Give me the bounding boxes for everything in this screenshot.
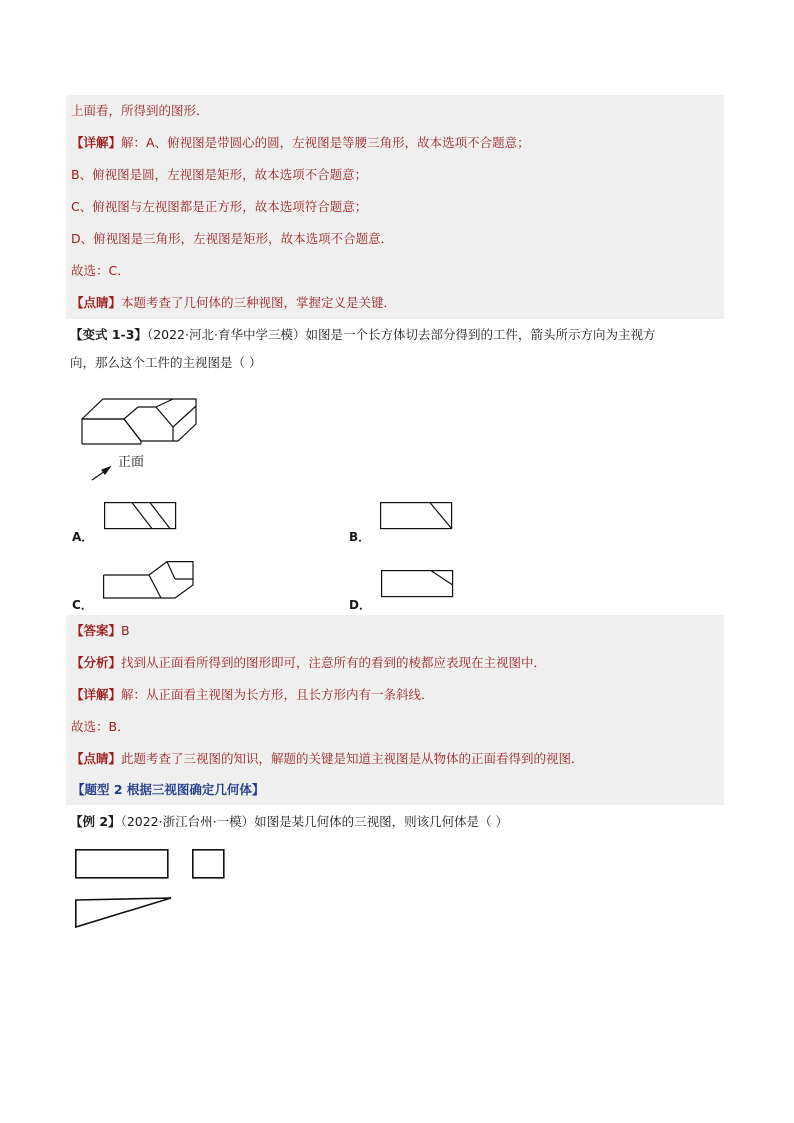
comment-line: 【点睛】此题考查了三视图的知识，解题的关键是知道主视图是从物体的正面看得到的视图． bbox=[71, 751, 584, 766]
solution-option-d: D、俯视图是三角形，左视图是矩形，故本选项不合题意． bbox=[71, 231, 394, 246]
option-a-figure bbox=[104, 502, 177, 530]
answer-line: 【答案】B bbox=[71, 623, 130, 638]
question-variant-1-3: 【变式 1-3】（2022·河北·育华中学三模）如图是一个长方体切去部分得到的工件，箭头所示方向为主视方 向，那么这个工件的主视图是（ ） bbox=[70, 327, 656, 370]
choice-line: 故选：B． bbox=[71, 719, 130, 734]
solution-continuation: 上面看，所得到的图形． bbox=[71, 103, 209, 118]
front-label: 正面 bbox=[118, 455, 145, 470]
front-view-figure bbox=[75, 849, 169, 879]
solution-detail: 【详解】解：A、俯视图是带圆心的圆，左视图是等腰三角形，故本选项不合题意； bbox=[71, 135, 530, 150]
solution-choice: 故选：C． bbox=[71, 263, 130, 278]
analysis-line: 【分析】找到从正面看所得到的图形即可，注意所有的看到的棱都应表现在主视图中． bbox=[71, 655, 547, 670]
solution-option-c: C、俯视图与左视图都是正方形，故本选项符合题意； bbox=[71, 199, 368, 214]
solution-comment: 【点睛】本题考查了几何体的三种视图，掌握定义是关键． bbox=[71, 295, 397, 310]
option-c-figure bbox=[103, 561, 195, 599]
option-d-label: D． bbox=[349, 598, 371, 612]
solution-block-1 bbox=[66, 95, 724, 319]
option-c-label: C． bbox=[72, 598, 93, 612]
option-a-label: A． bbox=[72, 530, 94, 544]
solution-block-2 bbox=[66, 615, 724, 775]
option-b-label: B． bbox=[349, 530, 371, 544]
solution-option-b: B、俯视图是圆，左视图是矩形，故本选项不合题意； bbox=[71, 167, 368, 182]
top-view-figure bbox=[75, 897, 173, 929]
section-heading: 【题型 2 根据三视图确定几何体】 bbox=[66, 775, 724, 805]
example-2: 【例 2】（2022·浙江台州·一模）如图是某几何体的三视图，则该几何体是（ ） bbox=[70, 814, 509, 829]
option-d-figure bbox=[381, 570, 454, 598]
option-b-figure bbox=[380, 502, 453, 530]
side-view-figure bbox=[192, 849, 226, 879]
detail-line: 【详解】解：从正面看主视图为长方形，且长方形内有一条斜线． bbox=[71, 687, 434, 702]
